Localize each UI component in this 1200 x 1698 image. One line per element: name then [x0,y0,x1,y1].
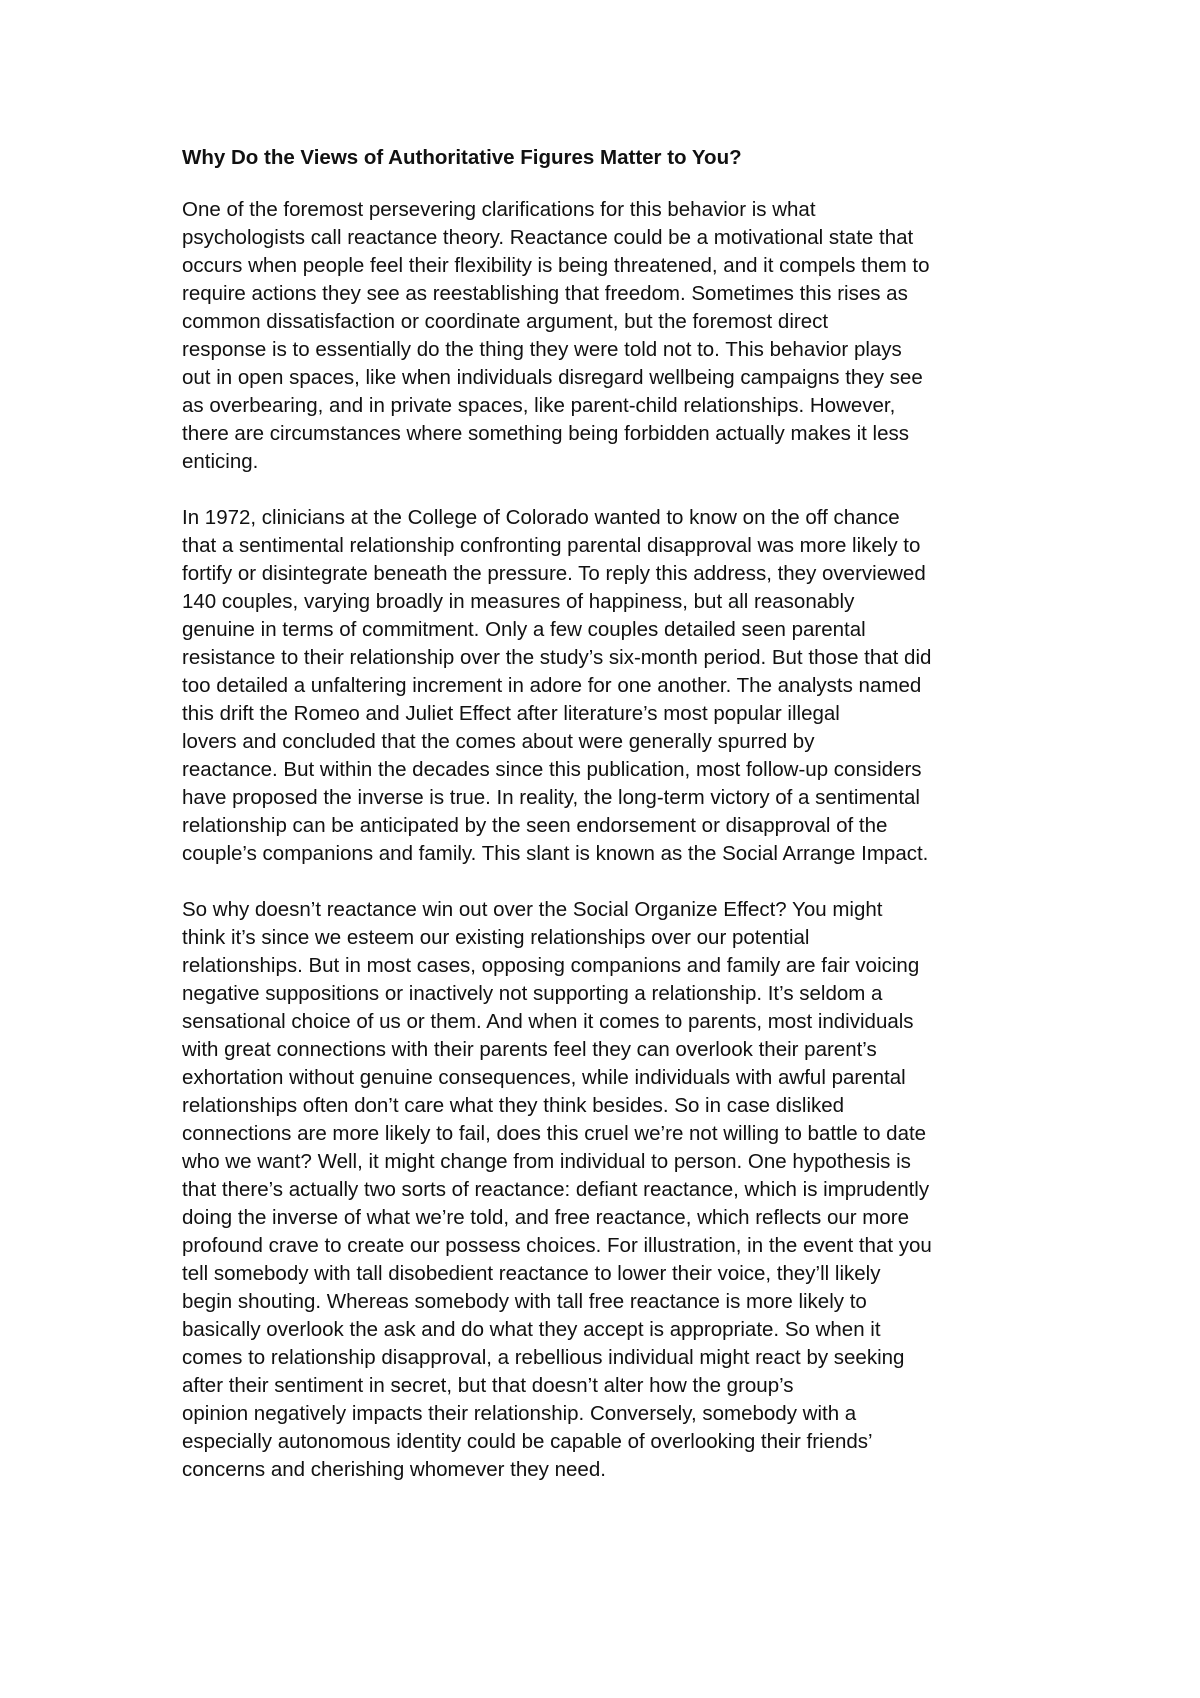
text-line: that there’s actually two sorts of reactance: defiant reactance, which is imprudently [182,1178,930,1201]
text-line: fortify or disintegrate beneath the pressure. To reply this address, they overviewed [182,562,926,585]
paragraph-2 [182,504,1030,868]
text-line: couple’s companions and family. This slant is known as the Social Arrange Impact. [182,842,929,865]
text-line: as overbearing, and in private spaces, like parent-child relationships. However, [182,394,896,417]
document-body [182,144,1030,1512]
text-line: especially autonomous identity could be capable of overlooking their friends’ [182,1430,873,1453]
text-line: out in open spaces, like when individuals disregard wellbeing campaigns they see [182,366,923,389]
text-line: 140 couples, varying broadly in measures of happiness, but all reasonably [182,590,855,613]
text-line: exhortation without genuine consequences, while individuals with awful parental [182,1066,906,1089]
paragraph-list [182,196,1030,1484]
text-line: have proposed the inverse is true. In reality, the long-term victory of a sentimental [182,786,920,809]
text-line: relationships often don’t care what they think besides. So in case disliked [182,1094,845,1117]
text-line: with great connections with their parents feel they can overlook their parent’s [182,1038,877,1061]
text-line: profound crave to create our possess choices. For illustration, in the event that you [182,1234,932,1257]
text-line: tell somebody with tall disobedient reactance to lower their voice, they’ll likely [182,1262,881,1285]
text-line: One of the foremost persevering clarifications for this behavior is what [182,198,816,221]
text-line: common dissatisfaction or coordinate argument, but the foremost direct [182,310,829,333]
text-line: require actions they see as reestablishing that freedom. Sometimes this rises as [182,282,908,305]
text-line: response is to essentially do the thing they were told not to. This behavior plays [182,338,902,361]
document-title: Why Do the Views of Authoritative Figures Matter to You? [182,146,742,169]
text-line: who we want? Well, it might change from individual to person. One hypothesis is [182,1150,911,1173]
text-line: begin shouting. Whereas somebody with tall free reactance is more likely to [182,1290,867,1313]
text-line: So why doesn’t reactance win out over the Social Organize Effect? You might [182,898,883,921]
text-line: sensational choice of us or them. And when it comes to parents, most individuals [182,1010,914,1033]
text-line: reactance. But within the decades since this publication, most follow-up considers [182,758,922,781]
text-line: this drift the Romeo and Juliet Effect after literature’s most popular illegal [182,702,840,725]
paragraph-3 [182,896,1030,1484]
text-line: too detailed a unfaltering increment in adore for one another. The analysts named [182,674,922,697]
text-line: that a sentimental relationship confronting parental disapproval was more likely to [182,534,921,557]
text-line: there are circumstances where something being forbidden actually makes it less [182,422,909,445]
text-line: genuine in terms of commitment. Only a few couples detailed seen parental [182,618,866,641]
text-line: enticing. [182,450,259,473]
text-line: lovers and concluded that the comes about were generally spurred by [182,730,815,753]
text-line: comes to relationship disapproval, a rebellious individual might react by seeking [182,1346,905,1369]
text-line: opinion negatively impacts their relationship. Conversely, somebody with a [182,1402,857,1425]
text-line: connections are more likely to fail, does this cruel we’re not willing to battle to date [182,1122,927,1145]
text-line: doing the inverse of what we’re told, and free reactance, which reflects our more [182,1206,909,1229]
text-line: relationships. But in most cases, opposing companions and family are fair voicing [182,954,920,977]
paragraph-1 [182,196,1030,476]
text-line: basically overlook the ask and do what they accept is appropriate. So when it [182,1318,881,1341]
text-line: think it’s since we esteem our existing relationships over our potential [182,926,810,949]
text-line: concerns and cherishing whomever they need. [182,1458,606,1481]
text-line: after their sentiment in secret, but that doesn’t alter how the group’s [182,1374,794,1397]
text-line: occurs when people feel their flexibility is being threatened, and it compels them to [182,254,930,277]
text-line: negative suppositions or inactively not supporting a relationship. It’s seldom a [182,982,883,1005]
text-line: relationship can be anticipated by the seen endorsement or disapproval of the [182,814,888,837]
text-line: psychologists call reactance theory. Reactance could be a motivational state that [182,226,914,249]
text-line: resistance to their relationship over the study’s six-month period. But those that did [182,646,932,669]
text-line: In 1972, clinicians at the College of Colorado wanted to know on the off chance [182,506,900,529]
